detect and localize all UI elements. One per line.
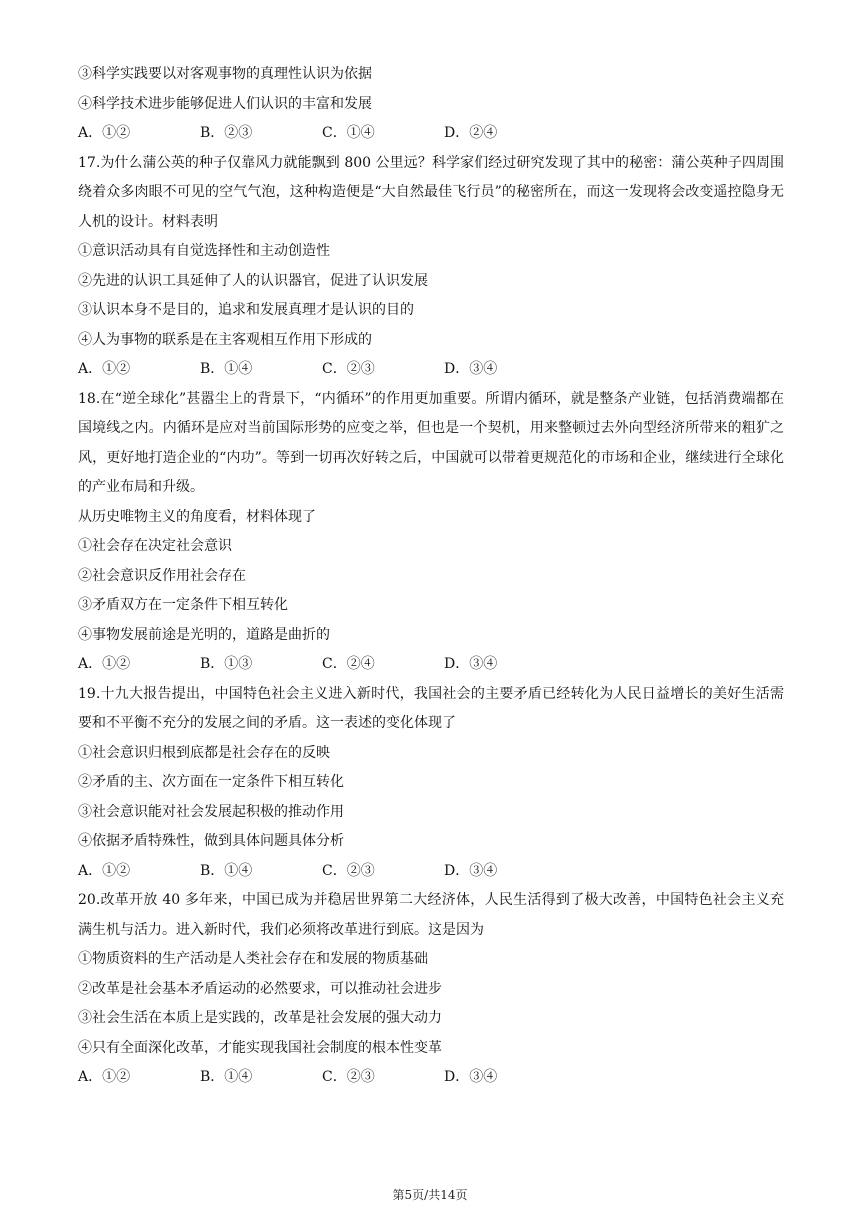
option-b: B．①③ xyxy=(200,656,253,672)
question-stem: 19.十九大报告提出，中国特色社会主义进入新时代，我国社会的主要矛盾已经转化为人民日益增长的美好生活需要和不平衡不充分的发展之间的矛盾。这一表述的变化体现了 xyxy=(78,685,784,731)
question-16-tail xyxy=(78,60,784,149)
option-a: A．①② xyxy=(78,125,131,141)
choice-item-4: ④科学技术进步能够促进人们认识的丰富和发展 xyxy=(78,95,372,112)
page-content xyxy=(78,60,784,1093)
choice-item-2: ②矛盾的主、次方面在一定条件下相互转化 xyxy=(78,774,344,790)
choice-item-2: ②社会意识反作用社会存在 xyxy=(78,567,246,584)
answer-options xyxy=(78,857,784,887)
question-17 xyxy=(78,149,784,385)
option-d: D．③④ xyxy=(444,1069,498,1085)
option-a: A．①② xyxy=(78,862,131,879)
question-stem: 18.在“逆全球化”甚嚣尘上的背景下，“内循环”的作用更加重要。所谓内循环，就是整条产业链，包括消费端都在国境线之内。内循环是应对当前国际形势的应变之举，但也是一个契机，用来整顿过去外向型经济所带来的粗犷之风，更好地打造企业的“内功”。等到一切再次好转之后，中国就可以带着更规范化的市场和企业，继续进行全球化的产业布局和升级。 xyxy=(78,390,784,495)
answer-options xyxy=(78,119,784,149)
question-prompt: 从历史唯物主义的角度看，材料体现了 xyxy=(78,508,316,525)
choice-item-3: ③矛盾双方在一定条件下相互转化 xyxy=(78,597,288,613)
choice-item-2: ②改革是社会基本矛盾运动的必然要求，可以推动社会进步 xyxy=(78,980,442,997)
question-stem: 17.为什么蒲公英的种子仅靠风力就能飘到 800 公里远？科学家们经过研究发现了其中的秘密：蒲公英种子四周围绕着众多肉眼不可见的空气气泡，这种构造便是“大自然最佳飞行员”的秘密所在，而这一发现将会改变遥控隐身无人机的设计。材料表明 xyxy=(78,154,784,230)
choice-item-1: ①物质资料的生产活动是人类社会存在和发展的物质基础 xyxy=(78,951,428,967)
choice-item-1: ①社会意识归根到底都是社会存在的反映 xyxy=(78,744,330,761)
option-d: D．②④ xyxy=(444,125,498,141)
choice-item-3: ③社会意识能对社会发展起积极的推动作用 xyxy=(78,803,344,820)
choice-item-1: ①意识活动具有自觉选择性和主动创造性 xyxy=(78,243,330,259)
choice-item-2: ②先进的认识工具延伸了人的认识器官，促进了认识发展 xyxy=(78,272,428,289)
page-number-footer: 第5页/共14页 xyxy=(392,1188,468,1202)
question-20 xyxy=(78,886,784,1093)
option-d: D．③④ xyxy=(444,656,498,672)
option-c: C．②③ xyxy=(322,1069,375,1085)
choice-item-3: ③认识本身不是目的，追求和发展真理才是认识的目的 xyxy=(78,302,414,318)
answer-options xyxy=(78,650,784,680)
choice-item-4: ④依据矛盾特殊性，做到具体问题具体分析 xyxy=(78,833,344,849)
choice-item-3: ③科学实践要以对客观事物的真理性认识为依据 xyxy=(78,66,372,82)
option-d: D．③④ xyxy=(444,361,498,377)
option-d: D．③④ xyxy=(444,862,498,879)
choice-item-4: ④人为事物的联系是在主客观相互作用下形成的 xyxy=(78,331,372,348)
answer-options xyxy=(78,1063,784,1093)
option-a: A．①② xyxy=(78,1069,131,1085)
answer-options xyxy=(78,355,784,385)
option-c: C．②③ xyxy=(322,862,375,879)
choice-item-1: ①社会存在决定社会意识 xyxy=(78,538,232,554)
option-c: C．①④ xyxy=(322,125,375,141)
question-18 xyxy=(78,385,784,680)
option-b: B．②③ xyxy=(200,125,253,141)
question-19 xyxy=(78,680,784,887)
option-a: A．①② xyxy=(78,656,131,672)
option-b: B．①④ xyxy=(200,862,253,879)
choice-item-4: ④事物发展前途是光明的，道路是曲折的 xyxy=(78,626,330,643)
question-stem: 20.改革开放 40 多年来，中国已成为并稳居世界第二大经济体，人民生活得到了极大改善，中国特色社会主义充满生机与活力。进入新时代，我们必须将改革进行到底。这是因为 xyxy=(78,892,784,938)
option-a: A．①② xyxy=(78,361,131,377)
option-b: B．①④ xyxy=(200,361,253,377)
option-b: B．①④ xyxy=(200,1069,253,1085)
option-c: C．②④ xyxy=(322,656,375,672)
choice-item-3: ③社会生活在本质上是实践的，改革是社会发展的强大动力 xyxy=(78,1010,442,1026)
choice-item-4: ④只有全面深化改革，才能实现我国社会制度的根本性变革 xyxy=(78,1039,442,1056)
option-c: C．②③ xyxy=(322,361,375,377)
